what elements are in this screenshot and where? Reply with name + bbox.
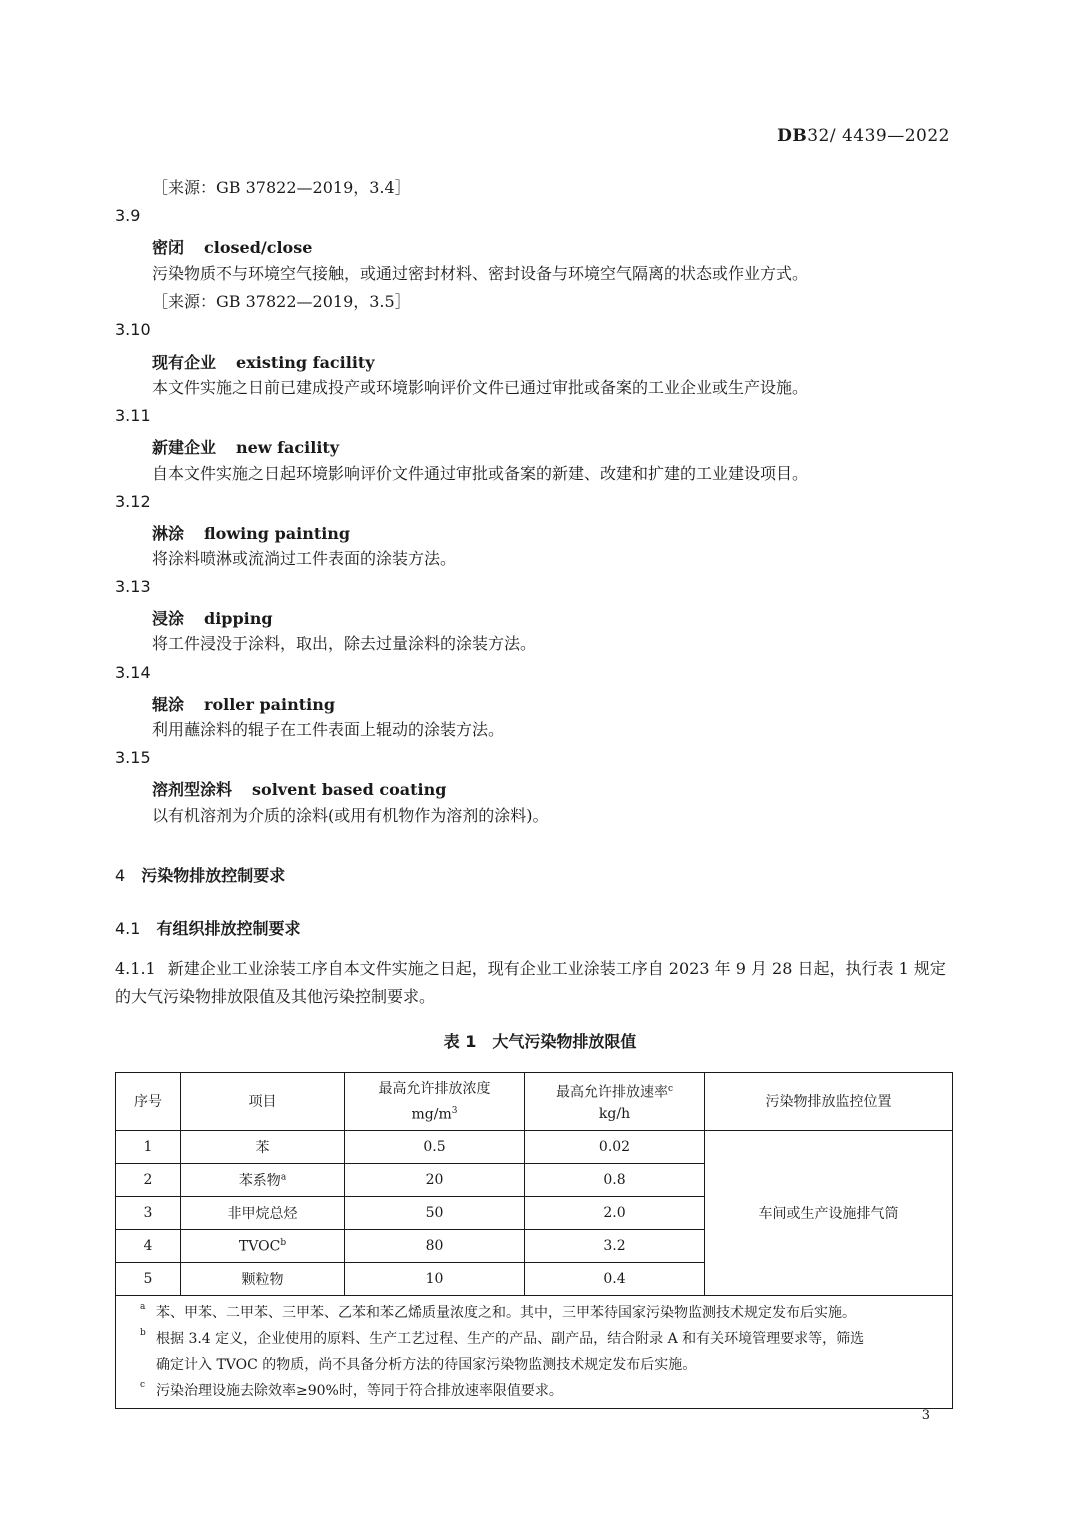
header-item: 项目 <box>181 1073 345 1131</box>
cell-seq: 5 <box>116 1263 181 1296</box>
conc-unit-sup: 3 <box>451 1105 458 1116</box>
standard-code: 32/ 4439—2022 <box>807 126 950 146</box>
table-note <box>140 1326 944 1352</box>
cell-conc: 20 <box>345 1164 525 1197</box>
term-zh: 淋涂 <box>152 524 185 543</box>
term-heading <box>152 692 335 715</box>
cell-seq: 3 <box>116 1197 181 1230</box>
item-text: 苯 <box>255 1140 270 1156</box>
term-definition: 利用蘸涂料的辊子在工件表面上辊动的涂装方法。 <box>152 720 505 739</box>
term-definition: 自本文件实施之日起环境影响评价文件通过审批或备案的新建、改建和扩建的工业建设项目。 <box>152 464 809 483</box>
rate-label-text: 最高允许排放速率 <box>555 1084 668 1101</box>
conc-unit-base: mg/m <box>411 1106 452 1123</box>
cell-item <box>181 1263 345 1296</box>
term-zh: 辊涂 <box>152 695 185 714</box>
cell-item <box>181 1230 345 1263</box>
cell-conc: 10 <box>345 1263 525 1296</box>
cell-rate: 0.8 <box>525 1164 705 1197</box>
cell-rate: 0.02 <box>525 1131 705 1164</box>
cell-location: 车间或生产设施排气筒 <box>705 1131 953 1296</box>
standard-prefix: DB <box>777 126 808 146</box>
item-text: 颗粒物 <box>241 1272 284 1288</box>
table-notes <box>116 1296 953 1409</box>
term-definition: 将涂料喷淋或流淌过工件表面的涂装方法。 <box>152 549 457 568</box>
cell-rate: 2.0 <box>525 1197 705 1230</box>
term-number: 3.14 <box>115 663 151 682</box>
table-note-continuation <box>156 1352 944 1378</box>
page-number: 3 <box>921 1408 930 1423</box>
term-number: 3.13 <box>115 577 151 596</box>
term-definition: 污染物质不与环境空气接触，或通过密封材料、密封设备与环境空气隔离的状态或作业方式。 <box>152 264 809 283</box>
header-rate-label <box>525 1078 704 1104</box>
note-text: 根据 3.4 定义，企业使用的原料、生产工艺过程、生产的产品、副产品，结合附录 A 和有关环境管理要求等，筛选 <box>156 1331 865 1347</box>
rate-label-sup: c <box>667 1083 674 1094</box>
term-en: existing facility <box>236 353 375 372</box>
term-heading <box>152 606 273 629</box>
item-text: 苯系物 <box>238 1173 281 1189</box>
term-zh: 密闭 <box>152 238 185 257</box>
term-number: 3.11 <box>115 406 151 425</box>
header-conc-label: 最高允许排放浓度 <box>378 1080 491 1097</box>
table-row <box>116 1131 953 1164</box>
cell-conc: 0.5 <box>345 1131 525 1164</box>
clause-text: 新建企业工业涂装工序自本文件实施之日起，现有企业工业涂装工序自 2023 年 9 月 28 日起，执行表 1 规定的大气污染物排放限值及其他污染控制要求。 <box>115 959 946 1006</box>
note-text: 确定计入 TVOC 的物质，尚不具备分析方法的待国家污染物监测技术规定发布后实施。 <box>156 1357 697 1373</box>
term-definition: 将工件浸没于涂料，取出，除去过量涂料的涂装方法。 <box>152 634 537 653</box>
term-number: 3.9 <box>115 206 141 225</box>
note-text: 污染治理设施去除效率≥90%时，等同于符合排放速率限值要求。 <box>156 1383 563 1399</box>
header-concentration <box>345 1073 525 1131</box>
term-heading <box>152 521 350 544</box>
table-header-row <box>116 1073 953 1131</box>
header-location: 污染物排放监控位置 <box>705 1073 953 1131</box>
term-definition: 本文件实施之日前已建成投产或环境影响评价文件已通过审批或备案的工业企业或生产设施。 <box>152 378 809 397</box>
term-zh: 浸涂 <box>152 609 185 628</box>
term-heading <box>152 777 446 800</box>
table-notes-row <box>116 1296 953 1409</box>
cell-rate: 3.2 <box>525 1230 705 1263</box>
header-rate-unit: kg/h <box>598 1106 631 1123</box>
item-text: 非甲烷总烃 <box>227 1206 298 1222</box>
term-en: roller painting <box>204 695 336 714</box>
term-heading <box>152 235 312 258</box>
term-en: solvent based coating <box>252 780 447 799</box>
term-zh: 溶剂型涂料 <box>152 780 233 799</box>
header-conc-unit <box>345 1100 524 1126</box>
cell-rate: 0.4 <box>525 1263 705 1296</box>
item-sup: a <box>280 1172 287 1183</box>
term-heading <box>152 350 375 373</box>
section-number: 4 <box>115 866 126 885</box>
term-en: closed/close <box>204 238 313 257</box>
section-title: 有组织排放控制要求 <box>156 919 301 938</box>
table-note <box>140 1300 944 1326</box>
term-number: 3.15 <box>115 748 151 767</box>
note-mark: b <box>140 1328 146 1338</box>
note-mark: a <box>140 1302 146 1312</box>
note-mark: c <box>140 1380 146 1390</box>
section-heading-4 <box>115 863 285 886</box>
term-number: 3.10 <box>115 320 151 339</box>
cell-conc: 80 <box>345 1230 525 1263</box>
term-source: ［来源：GB 37822—2019，3.5］ <box>152 292 411 311</box>
term-en: dipping <box>204 609 273 628</box>
term-zh: 新建企业 <box>152 438 217 457</box>
item-text: TVOC <box>238 1238 281 1255</box>
section-number: 4.1 <box>115 919 141 938</box>
clause-number: 4.1.1 <box>115 959 156 978</box>
cell-seq: 4 <box>116 1230 181 1263</box>
section-title: 污染物排放控制要求 <box>141 866 286 885</box>
cell-conc: 50 <box>345 1197 525 1230</box>
term-number: 3.12 <box>115 492 151 511</box>
source-3-8: ［来源：GB 37822—2019，3.4］ <box>152 178 411 197</box>
standard-number <box>777 126 950 146</box>
item-sup: b <box>280 1237 287 1248</box>
section-heading-4-1 <box>115 916 300 939</box>
cell-item <box>181 1131 345 1164</box>
term-zh: 现有企业 <box>152 353 217 372</box>
term-definition: 以有机溶剂为介质的涂料(或用有机物作为溶剂的涂料)。 <box>152 806 549 825</box>
header-seq: 序号 <box>116 1073 181 1131</box>
note-text: 苯、甲苯、二甲苯、三甲苯、乙苯和苯乙烯质量浓度之和。其中，三甲苯待国家污染物监测技术规定发布后实施。 <box>156 1305 856 1321</box>
term-heading <box>152 435 339 458</box>
cell-item <box>181 1164 345 1197</box>
header-rate <box>525 1073 705 1131</box>
table-note <box>140 1378 944 1404</box>
table-title: 表 1 大气污染物排放限值 <box>443 1032 637 1051</box>
cell-item <box>181 1197 345 1230</box>
cell-seq: 1 <box>116 1131 181 1164</box>
emission-limits-table <box>115 1072 953 1409</box>
cell-seq: 2 <box>116 1164 181 1197</box>
term-en: new facility <box>236 438 340 457</box>
clause-4-1-1 <box>115 955 953 1011</box>
term-en: flowing painting <box>204 524 351 543</box>
